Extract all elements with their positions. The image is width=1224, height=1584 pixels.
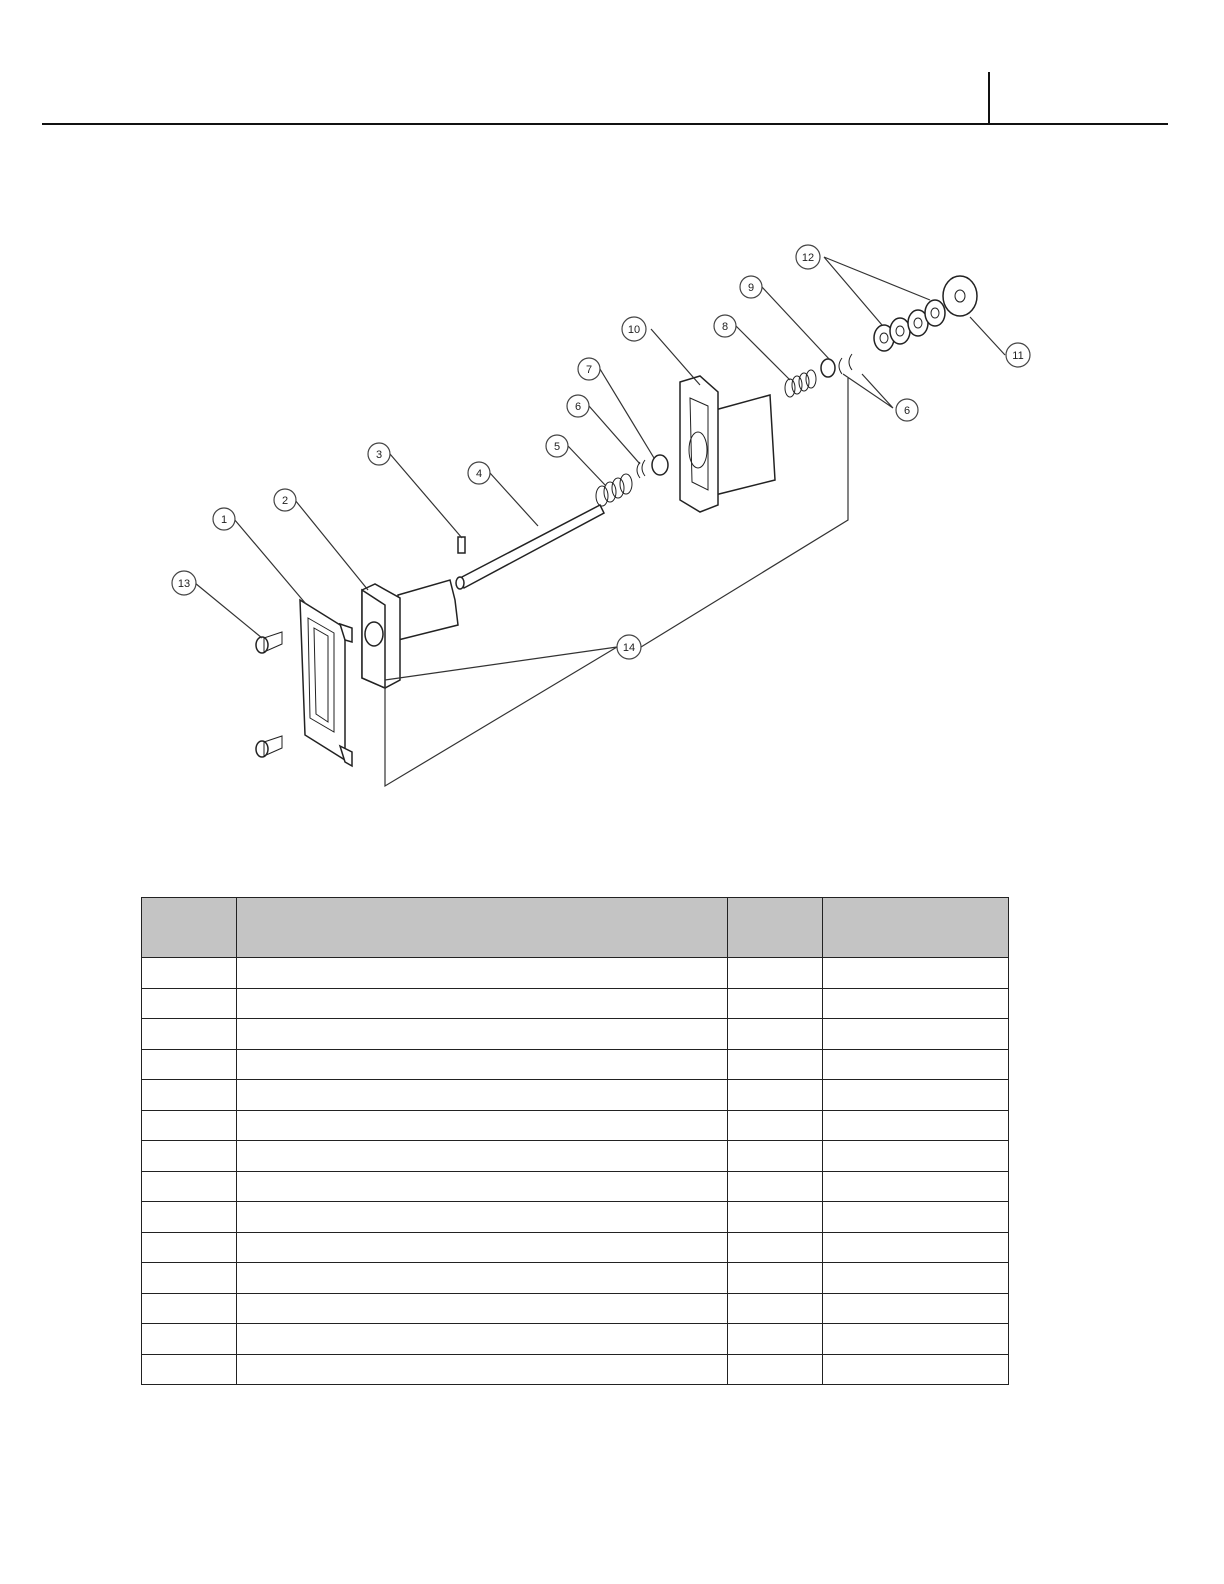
part-10-housing: [680, 376, 775, 512]
svg-text:9: 9: [747, 282, 755, 294]
part-5-spring: [596, 474, 632, 506]
callout-6: [567, 395, 589, 417]
table-row: [142, 1110, 1009, 1141]
table-cell: [142, 1171, 237, 1202]
table-cell: [237, 958, 728, 989]
table-cell: [237, 1202, 728, 1233]
table-row: [142, 1141, 1009, 1172]
callout-5: [546, 435, 568, 457]
table-cell: [237, 1232, 728, 1263]
callout-13: [172, 571, 196, 595]
table-cell: [237, 988, 728, 1019]
svg-text:8: 8: [721, 321, 729, 333]
table-cell: [237, 1263, 728, 1294]
svg-text:2: 2: [281, 495, 289, 507]
table-cell: [237, 1141, 728, 1172]
table-cell: [142, 1141, 237, 1172]
table-cell: [237, 1080, 728, 1111]
table-cell: [142, 1232, 237, 1263]
table-cell: [823, 1110, 1009, 1141]
table-cell: [823, 1202, 1009, 1233]
table-cell: [728, 1324, 823, 1355]
table-cell: [142, 1080, 237, 1111]
table-cell: [728, 1141, 823, 1172]
table-row: [142, 1354, 1009, 1385]
part-11-cap: [943, 276, 977, 316]
table-row: [142, 1049, 1009, 1080]
part-12-washers: [874, 300, 945, 351]
callout-7: [578, 358, 600, 380]
callout-14: [617, 635, 641, 659]
table-cell: [823, 1324, 1009, 1355]
table-row: [142, 1080, 1009, 1111]
table-cell: [142, 1110, 237, 1141]
table-row: [142, 1019, 1009, 1050]
table-cell: [142, 1354, 237, 1385]
callout-1: [213, 508, 235, 530]
svg-text:11: 11: [1012, 350, 1024, 362]
callout-2: [274, 489, 296, 511]
table-row: [142, 1324, 1009, 1355]
table-cell: [728, 1019, 823, 1050]
table-row: [142, 1171, 1009, 1202]
table-cell: [728, 1293, 823, 1324]
table-cell: [728, 1232, 823, 1263]
callout-9: [740, 276, 762, 298]
table-cell: [728, 1049, 823, 1080]
table-cell: [823, 1049, 1009, 1080]
part-13-screws: [256, 632, 282, 757]
callout-10: [622, 317, 646, 341]
header-cell: [237, 898, 728, 958]
table-row: [142, 1263, 1009, 1294]
svg-text:10: 10: [627, 324, 641, 336]
part-6-clips-second: [839, 354, 852, 374]
table-row: [142, 1232, 1009, 1263]
table-cell: [823, 1141, 1009, 1172]
table-cell: [823, 1263, 1009, 1294]
table-cell: [142, 958, 237, 989]
table-cell: [823, 1232, 1009, 1263]
svg-text:3: 3: [375, 449, 383, 461]
part-3-key: [458, 537, 465, 553]
table-header-row: [142, 898, 1009, 958]
svg-text:5: 5: [553, 441, 561, 453]
table-cell: [142, 1049, 237, 1080]
callout-8: [714, 315, 736, 337]
table-cell: [823, 958, 1009, 989]
callout-4: [468, 462, 490, 484]
table-cell: [728, 1263, 823, 1294]
table-cell: [142, 988, 237, 1019]
table-cell: [823, 1354, 1009, 1385]
table-cell: [237, 1049, 728, 1080]
table-cell: [823, 1019, 1009, 1050]
svg-text:14: 14: [622, 642, 636, 654]
header-cell: [142, 898, 237, 958]
table-cell: [728, 1110, 823, 1141]
svg-text:13: 13: [177, 578, 191, 590]
table-cell: [728, 958, 823, 989]
callout-11: [1006, 343, 1030, 367]
table-cell: [728, 988, 823, 1019]
table-cell: [728, 1080, 823, 1111]
table-cell: [728, 1354, 823, 1385]
table-cell: [237, 1171, 728, 1202]
callout-12: [796, 245, 820, 269]
table-row: [142, 1202, 1009, 1233]
part-1-mounting-plate: [300, 600, 352, 766]
table-cell: [823, 1080, 1009, 1111]
svg-text:6: 6: [574, 401, 582, 413]
svg-text:6: 6: [903, 405, 911, 417]
table-cell: [728, 1171, 823, 1202]
svg-text:4: 4: [475, 468, 483, 480]
table-cell: [823, 1171, 1009, 1202]
table-cell: [728, 1202, 823, 1233]
table-cell: [237, 1110, 728, 1141]
table-row: [142, 958, 1009, 989]
table-cell: [142, 1324, 237, 1355]
table-cell: [237, 1324, 728, 1355]
table-cell: [823, 988, 1009, 1019]
part-9-washer: [821, 359, 835, 377]
part-8-spring: [785, 370, 816, 397]
part-7-washer: [652, 455, 668, 475]
table-cell: [142, 1263, 237, 1294]
callout-6-second: [896, 399, 918, 421]
callout-3: [368, 443, 390, 465]
table-cell: [237, 1019, 728, 1050]
table-cell: [142, 1202, 237, 1233]
svg-text:1: 1: [220, 514, 228, 526]
header-cell: [728, 898, 823, 958]
table-row: [142, 1293, 1009, 1324]
table-cell: [237, 1354, 728, 1385]
table-row: [142, 988, 1009, 1019]
table-cell: [823, 1293, 1009, 1324]
table-cell: [142, 1019, 237, 1050]
svg-text:7: 7: [585, 364, 593, 376]
svg-text:12: 12: [801, 252, 815, 264]
table-cell: [237, 1293, 728, 1324]
parts-list-table: [141, 897, 1009, 1385]
table-body: [142, 958, 1009, 1385]
header-cell: [823, 898, 1009, 958]
table-cell: [142, 1293, 237, 1324]
